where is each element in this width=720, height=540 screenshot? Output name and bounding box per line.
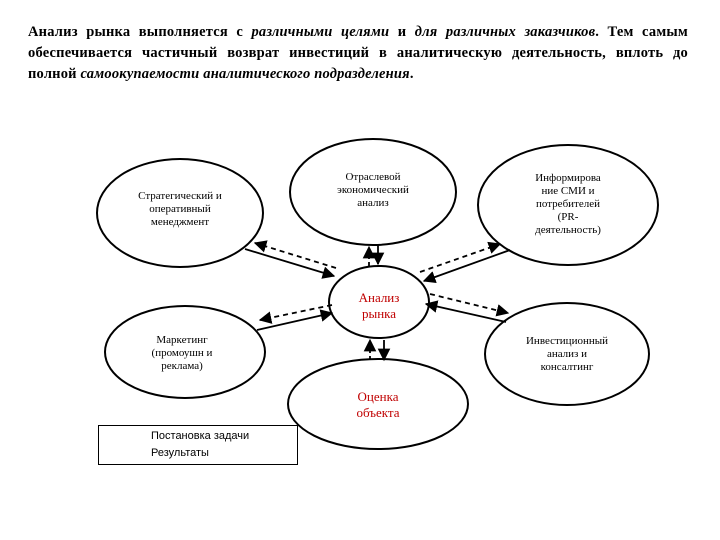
arrow-result-investment xyxy=(430,294,508,313)
arrow-task-investment xyxy=(426,304,506,322)
intro-text-3: и xyxy=(389,24,415,40)
intro-text-4: для различных заказчиков xyxy=(414,24,596,40)
legend-box xyxy=(98,425,298,465)
node-media-label: Информирова ние СМИ и потребителей (PR- деятельность) xyxy=(535,172,601,236)
intro-text-6: самоокупаемости аналитического подразделения xyxy=(80,66,410,82)
intro-text-2: различными целями xyxy=(251,24,390,40)
node-industry-label: Отраслевой экономический анализ xyxy=(337,171,409,209)
intro-text-7: . xyxy=(409,66,414,82)
node-strategic-label: Стратегический и оперативный менеджмент xyxy=(138,190,222,228)
node-valuation-label: Оценка объекта xyxy=(356,389,400,420)
node-marketing-label: Маркетинг (промоушн и реклама) xyxy=(151,334,213,372)
arrow-result-marketing xyxy=(260,305,332,320)
node-center-label: Анализ рынка xyxy=(358,290,400,321)
arrow-task-marketing xyxy=(257,313,332,330)
legend-dashed-label: Результаты xyxy=(151,447,209,459)
intro-text-5: . Тем самым обеспечивается частичный возврат инвестиций в аналитическую деятельность, вплоть до полной xyxy=(28,24,688,82)
node-investment-label: Инвестиционный анализ и консалтинг xyxy=(525,335,609,373)
legend-solid-label: Постановка задачи xyxy=(151,430,250,442)
intro-text-1: Анализ рынка выполняется с xyxy=(28,24,252,40)
